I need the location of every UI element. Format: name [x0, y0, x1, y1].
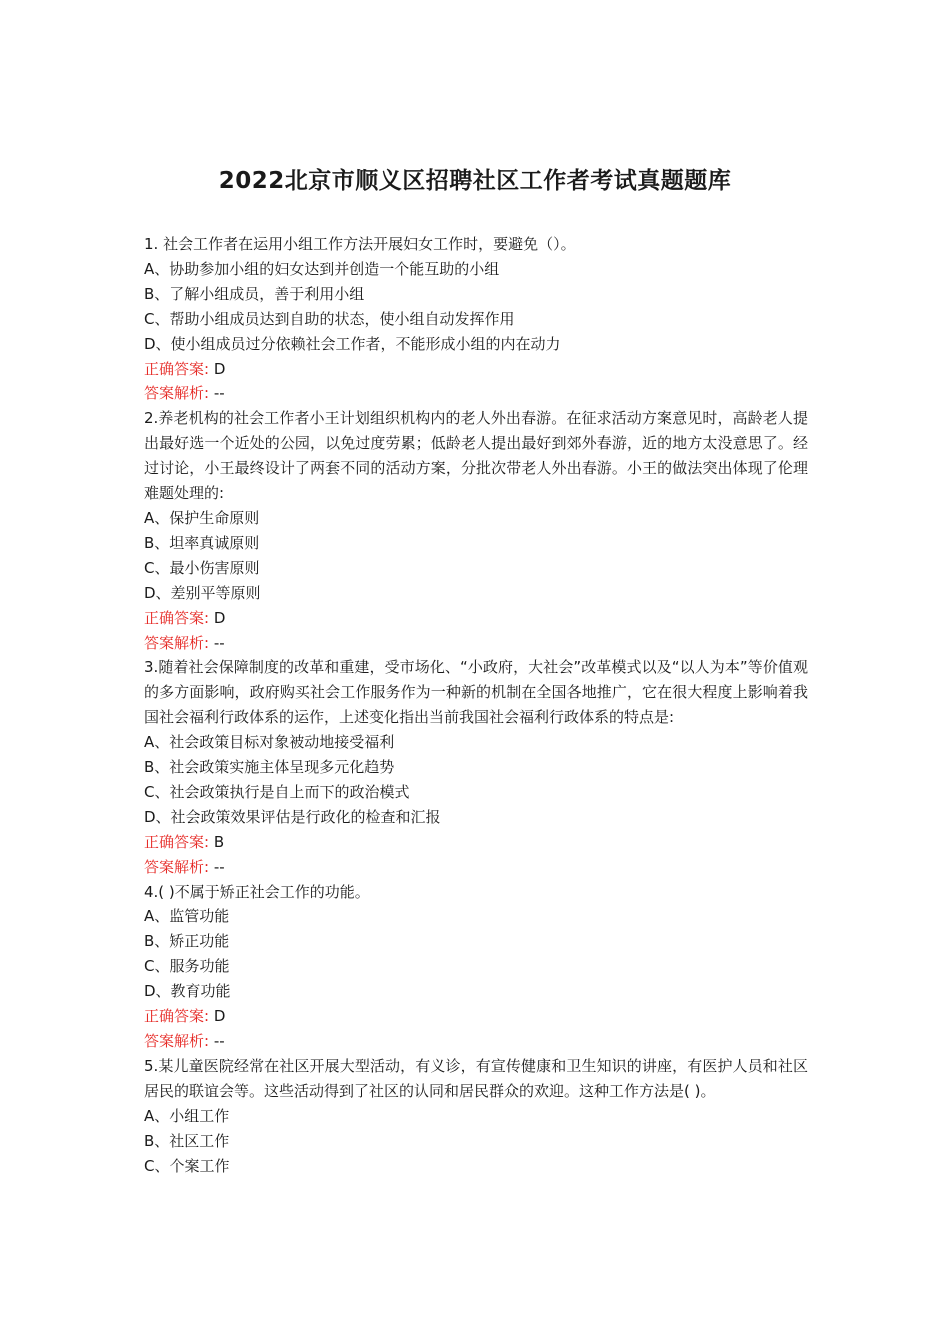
answer-row — [144, 606, 808, 631]
question-item — [144, 880, 808, 1054]
question-option: D、社会政策效果评估是行政化的检查和汇报 — [144, 807, 441, 826]
answer-row — [144, 1004, 808, 1029]
question-option: B、坦率真诚原则 — [144, 533, 260, 552]
answer-value: B — [213, 832, 225, 851]
answer-label: 正确答案: — [144, 608, 210, 627]
analysis-row — [144, 631, 808, 656]
answer-label: 正确答案: — [144, 832, 210, 851]
analysis-value: -- — [213, 633, 225, 652]
question-stem: 5.某儿童医院经常在社区开展大型活动，有义诊，有宣传健康和卫生知识的讲座，有医护人员和社区居民的联谊会等。这些活动得到了社区的认同和居民群众的欢迎。这种工作方法是( )。 — [144, 1056, 808, 1100]
analysis-value: -- — [213, 857, 225, 876]
document-title: 2022北京市顺义区招聘社区工作者考试真题题库 — [218, 168, 732, 194]
question-option: B、社会政策实施主体呈现多元化趋势 — [144, 758, 395, 777]
analysis-row — [144, 855, 808, 880]
question-stem: 3.随着社会保障制度的改革和重建，受市场化、“小政府，大社会”改革模式以及“以人为本”等价值观的多方面影响，政府购买社会工作服务作为一种新的机制在全国各地推广，它在很大程度上影响着我国社会福利行政体系的运作，上述变化指出当前我国社会福利行政体系的特点是: — [144, 658, 808, 727]
question-item — [144, 406, 808, 655]
question-option: D、使小组成员过分依赖社会工作者，不能形成小组的内在动力 — [144, 334, 561, 353]
question-option: A、保护生命原则 — [144, 508, 260, 527]
question-option: C、社会政策执行是自上而下的政治模式 — [144, 782, 410, 801]
question-item — [144, 655, 808, 879]
answer-value: D — [213, 359, 226, 378]
question-option: C、最小伤害原则 — [144, 558, 260, 577]
question-option: A、小组工作 — [144, 1106, 230, 1125]
analysis-label: 答案解析: — [144, 633, 210, 652]
question-stem: 1. 社会工作者在运用小组工作方法开展妇女工作时，要避免（）。 — [144, 235, 576, 253]
question-item — [144, 1054, 808, 1179]
question-stem: 2.养老机构的社会工作者小王计划组织机构内的老人外出春游。在征求活动方案意见时，高龄老人提出最好选一个近处的公园，以免过度劳累；低龄老人提出最好到郊外春游，近的地方太没意思了。经过讨论，小王最终设计了两套不同的活动方案，分批次带老人外出春游。小王的做法突出体现了伦理难题处理的: — [144, 409, 808, 503]
answer-value: D — [213, 608, 226, 627]
answer-label: 正确答案: — [144, 359, 210, 378]
question-option: B、矫正功能 — [144, 932, 230, 951]
analysis-row — [144, 1029, 808, 1054]
question-option: A、协助参加小组的妇女达到并创造一个能互助的小组 — [144, 259, 500, 278]
analysis-label: 答案解析: — [144, 857, 210, 876]
question-option: C、个案工作 — [144, 1156, 230, 1175]
question-option: D、差别平等原则 — [144, 583, 261, 602]
answer-label: 正确答案: — [144, 1007, 210, 1026]
answer-row — [144, 357, 808, 382]
answer-value: D — [213, 1007, 226, 1026]
analysis-value: -- — [213, 384, 225, 403]
question-option: C、服务功能 — [144, 957, 230, 976]
question-stem: 4.( )不属于矫正社会工作的功能。 — [144, 882, 370, 901]
question-option: A、社会政策目标对象被动地接受福利 — [144, 733, 395, 752]
question-item — [144, 232, 808, 406]
question-option: A、监管功能 — [144, 907, 230, 926]
analysis-value: -- — [213, 1032, 225, 1050]
analysis-row — [144, 381, 808, 406]
analysis-label: 答案解析: — [144, 1032, 210, 1050]
question-list — [144, 232, 808, 1178]
question-option: B、社区工作 — [144, 1131, 230, 1150]
question-option: B、了解小组成员，善于利用小组 — [144, 284, 365, 303]
analysis-label: 答案解析: — [144, 384, 210, 403]
answer-row — [144, 830, 808, 855]
question-option: C、帮助小组成员达到自助的状态，使小组自动发挥作用 — [144, 309, 515, 328]
question-option: D、教育功能 — [144, 982, 231, 1001]
